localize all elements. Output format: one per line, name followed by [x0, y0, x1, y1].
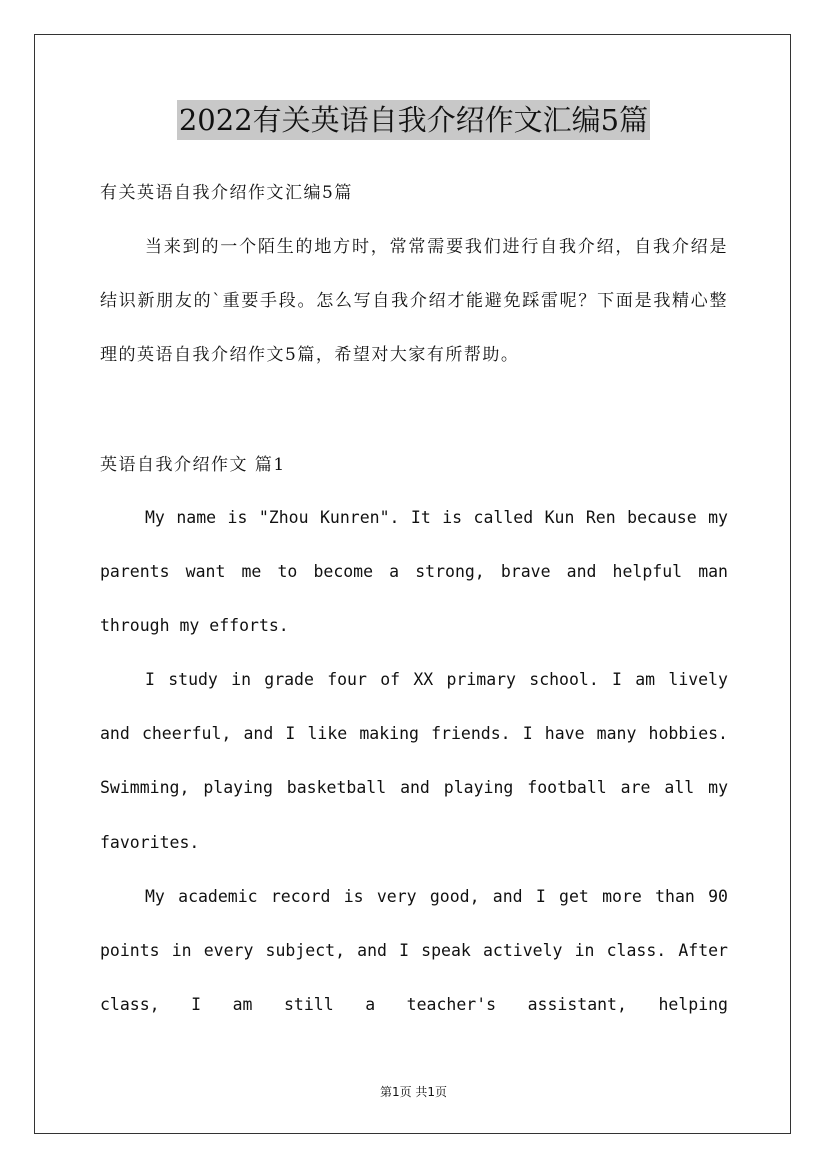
title-container — [0, 100, 827, 140]
body-paragraph-3: My academic record is very good, and I get more than 90 points in every subject, and I speak actively in class. After class, I am still a teacher's assistant, helping — [100, 887, 728, 1015]
section-heading: 英语自我介绍作文 篇1 — [100, 455, 286, 475]
page-footer: 第1页 共1页 — [379, 1085, 448, 1099]
body-paragraph-2: I study in grade four of XX primary school. I am lively and cheerful, and I like making friends. I have many hobbies. Swimming, playing basketball and playing football are all my favorites. — [100, 670, 728, 852]
body-paragraph-1: My name is "Zhou Kunren". It is called Kun Ren because my parents want me to become a strong, brave and helpful man through my efforts. — [100, 508, 728, 636]
document-subtitle: 有关英语自我介绍作文汇编5篇 — [100, 183, 353, 203]
document-title: 2022有关英语自我介绍作文汇编5篇 — [177, 100, 650, 140]
intro-paragraph: 当来到的一个陌生的地方时，常常需要我们进行自我介绍，自我介绍是结识新朋友的`重要手段。怎么写自我介绍才能避免踩雷呢？下面是我精心整理的英语自我介绍作文5篇，希望对大家有所帮助。 — [100, 237, 728, 366]
